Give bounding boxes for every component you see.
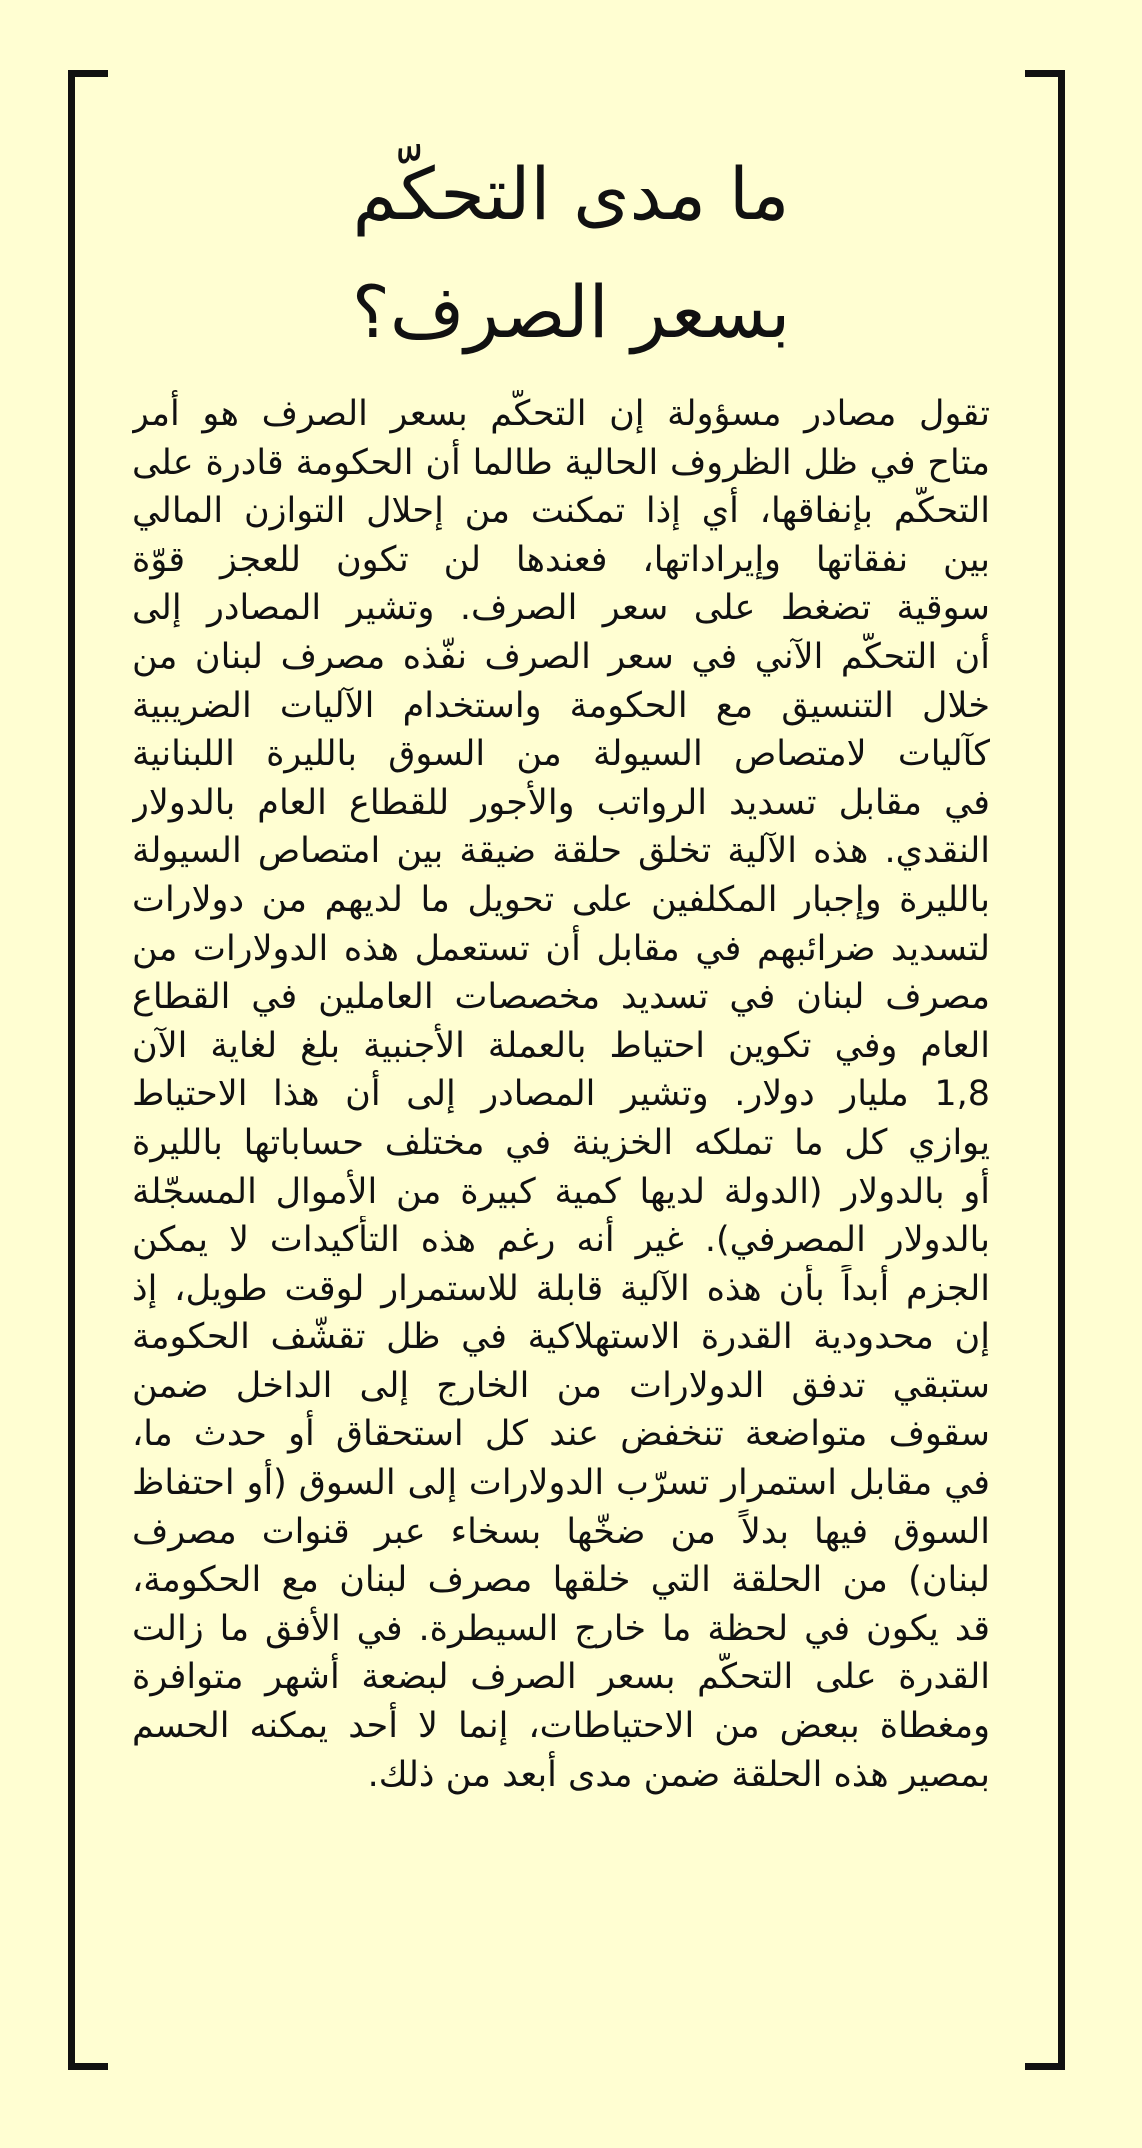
- article-line: تقول مصادر مسؤولة إن التحكّم بسعر الصرف هو أمر: [132, 394, 990, 434]
- article-line: كآليات لامتصاص السيولة من السوق بالليرة اللبنانية: [132, 734, 990, 775]
- article-line: لتسديد ضرائبهم في مقابل أن تستعمل هذه الدولارات من: [132, 928, 990, 969]
- article-line: 1,8 مليار دولار. وتشير المصادر إلى أن هذا الاحتياط: [132, 1074, 990, 1115]
- article-line: بالليرة وإجبار المكلفين على تحويل ما لديهم من دولارات: [132, 879, 990, 920]
- article-line: القدرة على التحكّم بسعر الصرف لبضعة أشهر متوافرة: [132, 1657, 990, 1698]
- article-line: مصرف لبنان في تسديد مخصصات العاملين في القطاع: [132, 977, 990, 1018]
- article-line: أن التحكّم الآني في سعر الصرف نفّذه مصرف لبنان من: [132, 636, 990, 677]
- article-line: إن محدودية القدرة الاستهلاكية في ظل تقشّف الحكومة: [132, 1317, 990, 1358]
- article-line: في مقابل تسديد الرواتب والأجور للقطاع العام بالدولار: [132, 782, 990, 823]
- article-body: [132, 390, 990, 1799]
- article-line: السوق فيها بدلاً من ضخّها بسخاء عبر قنوات مصرف: [132, 1511, 990, 1552]
- article-title: [160, 135, 982, 371]
- article-line: في مقابل استمرار تسرّب الدولارات إلى السوق (أو احتفاظ: [132, 1463, 990, 1504]
- article-line: أو بالدولار (الدولة لديها كمية كبيرة من الأموال المسجّلة: [132, 1171, 990, 1212]
- article-line: ومغطاة ببعض من الاحتياطات، إنما لا أحد يمكنه الحسم: [132, 1706, 990, 1747]
- article-line: متاح في ظل الظروف الحالية طالما أن الحكومة قادرة على: [132, 442, 990, 483]
- left-bracket-frame: [68, 70, 108, 2070]
- article-line: سوقية تضغط على سعر الصرف. وتشير المصادر إلى: [132, 588, 990, 629]
- article-line: التحكّم بإنفاقها، أي إذا تمكنت من إحلال التوازن المالي: [132, 491, 990, 532]
- article-line: ستبقي تدفق الدولارات من الخارج إلى الداخل ضمن: [132, 1365, 990, 1406]
- article-line: النقدي. هذه الآلية تخلق حلقة ضيقة بين امتصاص السيولة: [132, 831, 990, 872]
- title-line-2: بسعر الصرف؟: [351, 270, 791, 354]
- article-line: بمصير هذه الحلقة ضمن مدى أبعد من ذلك.: [367, 1754, 990, 1795]
- article-line: بين نفقاتها وإيراداتها، فعندها لن تكون للعجز قوّة: [132, 539, 990, 580]
- article-line: لبنان) من الحلقة التي خلقها مصرف لبنان مع الحكومة،: [132, 1560, 990, 1601]
- article-line: الجزم أبداً بأن هذه الآلية قابلة للاستمرار لوقت طويل، إذ: [132, 1268, 990, 1309]
- title-line-1: ما مدى التحكّم: [352, 152, 790, 236]
- article-line: خلال التنسيق مع الحكومة واستخدام الآليات الضريبية: [132, 685, 990, 726]
- article-line: سقوف متواضعة تنخفض عند كل استحقاق أو حدث ما،: [132, 1414, 990, 1455]
- article-line: يوازي كل ما تملكه الخزينة في مختلف حساباتها بالليرة: [132, 1122, 990, 1163]
- article-line: قد يكون في لحظة ما خارج السيطرة. في الأفق ما زالت: [132, 1608, 990, 1649]
- article-line: العام وفي تكوين احتياط بالعملة الأجنبية بلغ لغاية الآن: [132, 1025, 990, 1066]
- right-bracket-frame: [1025, 70, 1065, 2070]
- article-line: بالدولار المصرفي). غير أنه رغم هذه التأكيدات لا يمكن: [132, 1220, 990, 1261]
